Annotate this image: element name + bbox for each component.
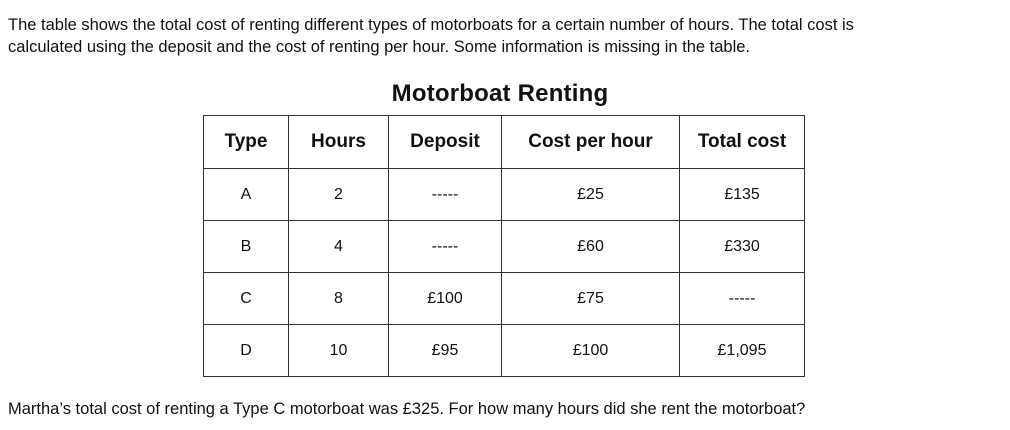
intro-text <box>8 14 998 58</box>
cell-hours: 2 <box>289 169 389 221</box>
motorboat-renting-table <box>203 115 805 377</box>
header-cost-per-hour: Cost per hour <box>502 116 680 169</box>
cell-type: B <box>204 221 289 273</box>
table-row <box>204 169 805 221</box>
cell-cost-per-hour: £25 <box>502 169 680 221</box>
header-deposit: Deposit <box>389 116 502 169</box>
cell-deposit: £100 <box>389 273 502 325</box>
cell-total-cost: ----- <box>680 273 805 325</box>
table-row <box>204 325 805 377</box>
intro-line-2: calculated using the deposit and the cost of renting per hour. Some information is missing in the table. <box>8 38 751 56</box>
cell-total-cost: £135 <box>680 169 805 221</box>
cell-type: D <box>204 325 289 377</box>
cell-cost-per-hour: £60 <box>502 221 680 273</box>
header-hours: Hours <box>289 116 389 169</box>
question-text: Martha’s total cost of renting a Type C motorboat was £325. For how many hours did she rent the motorboat? <box>8 400 806 418</box>
header-total-cost: Total cost <box>680 116 805 169</box>
cell-deposit: £95 <box>389 325 502 377</box>
cell-total-cost: £330 <box>680 221 805 273</box>
cell-hours: 4 <box>289 221 389 273</box>
table-title: Motorboat Renting <box>391 80 609 107</box>
header-type: Type <box>204 116 289 169</box>
cell-deposit: ----- <box>389 221 502 273</box>
cell-cost-per-hour: £100 <box>502 325 680 377</box>
table-row <box>204 221 805 273</box>
cell-type: C <box>204 273 289 325</box>
table-row <box>204 273 805 325</box>
cell-cost-per-hour: £75 <box>502 273 680 325</box>
table-header-row <box>204 116 805 169</box>
cell-type: A <box>204 169 289 221</box>
cell-hours: 8 <box>289 273 389 325</box>
cell-deposit: ----- <box>389 169 502 221</box>
intro-line-1: The table shows the total cost of renting different types of motorboats for a certain number of hours. The total cost is <box>8 16 854 34</box>
cell-hours: 10 <box>289 325 389 377</box>
cell-total-cost: £1,095 <box>680 325 805 377</box>
